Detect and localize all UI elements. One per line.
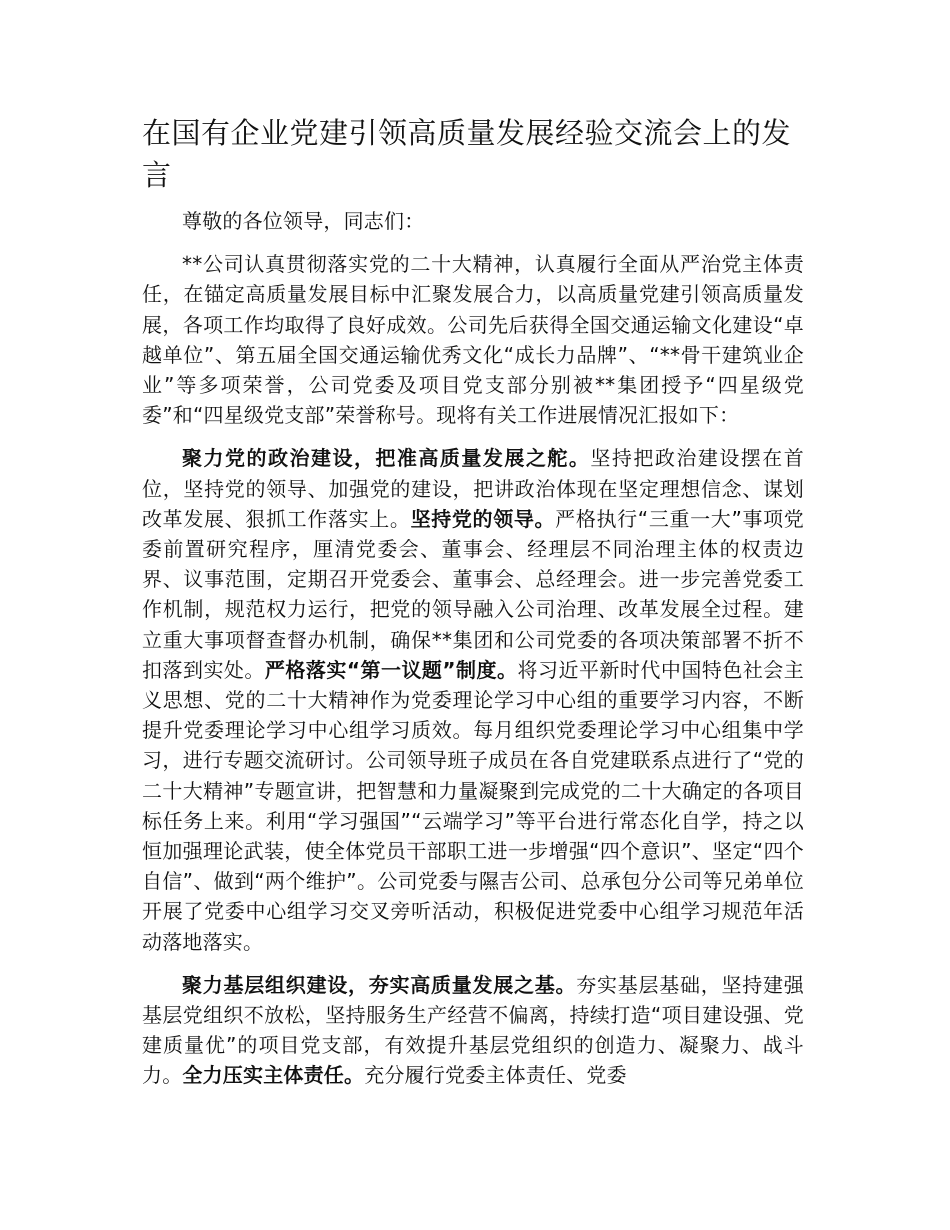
section-organization-text-1: 夯实基层基础，坚持建强基层党组织不放松，坚持服务生产经营不偏离，持续打造“项目建设强、党建质量优”的项目党支部，有效提升基层党组织的创造力、凝聚力、战斗力。 (142, 972, 804, 1088)
document-title: 在国有企业党建引领高质量发展经验交流会上的发言 (142, 116, 792, 192)
intro-paragraph: **公司认真贯彻落实党的二十大精神，认真履行全面从严治党主体责任，在锚定高质量发展目标中汇聚发展合力，以高质量党建引领高质量发展，各项工作均取得了良好成效。公司先后获得全国交通运输文化建设“卓越单位”、第五届全国交通运输优秀文化“成长力品牌”、“**骨干建筑业企业”等多项荣誉，公司党委及项目党支部分别被**集团授予“四星级党委”和“四星级党支部”荣誉称号。现将有关工作进展情况汇报如下： (142, 252, 804, 428)
section-political-text-3: 将习近平新时代中国特色社会主义思想、党的二十大精神作为党委理论学习中心组的重要学习内容，不断提升党委理论学习中心组学习质效。每月组织党委理论学习中心组集中学习，进行专题交流研讨。公司领导班子成员在各自党建联系点进行了“党的二十大精神”专题宣讲，把智慧和力量凝聚到完成党的二十大确定的各项目标任务上来。利用“学习强国”“云端学习”等平台进行常态化自学，持之以恒加强理论武装，使全体党员干部职工进一步增强“四个意识”、坚定“四个自信”、做到“两个维护”。公司党委与隰吉公司、总承包分公司等兄弟单位开展了党委中心组学习交叉旁听活动，积极促进党委中心组学习规范年活动落地落实。 (142, 657, 804, 954)
section-political-text-1: 坚持把政治建设摆在首位，坚持党的领导、加强党的建设，把讲政治体现在坚定理想信念、谋划改革发展、狠抓工作落实上。 (142, 446, 804, 531)
section-political-subheading-2: 严格落实“第一议题”制度。 (264, 657, 518, 682)
section-political-paragraph (142, 443, 804, 956)
document-page (142, 112, 804, 1104)
greeting-paragraph: 尊敬的各位领导，同志们： (182, 209, 425, 233)
section-organization-text-2: 充分履行党委主体责任、党委 (364, 1063, 627, 1088)
section-political-subheading-1: 坚持党的领导。 (410, 506, 556, 531)
section-political-text-2: 严格执行“三重一大”事项党委前置研究程序，厘清党委会、董事会、经理层不同治理主体的权责边界、议事范围，定期召开党委会、董事会、总经理会。进一步完善党委工作机制，规范权力运行，把党的领导融入公司治理、改革发展全过程。建立重大事项督查督办机制，确保**集团和公司党委的各项决策部署不折不扣落到实处。 (142, 506, 804, 682)
section-organization-heading: 聚力基层组织建设，夯实高质量发展之基。 (182, 972, 577, 997)
section-political-heading: 聚力党的政治建设，把准高质量发展之舵。 (182, 446, 591, 471)
section-organization-paragraph (142, 970, 804, 1091)
section-organization-subheading-1: 全力压实主体责任。 (182, 1063, 365, 1088)
